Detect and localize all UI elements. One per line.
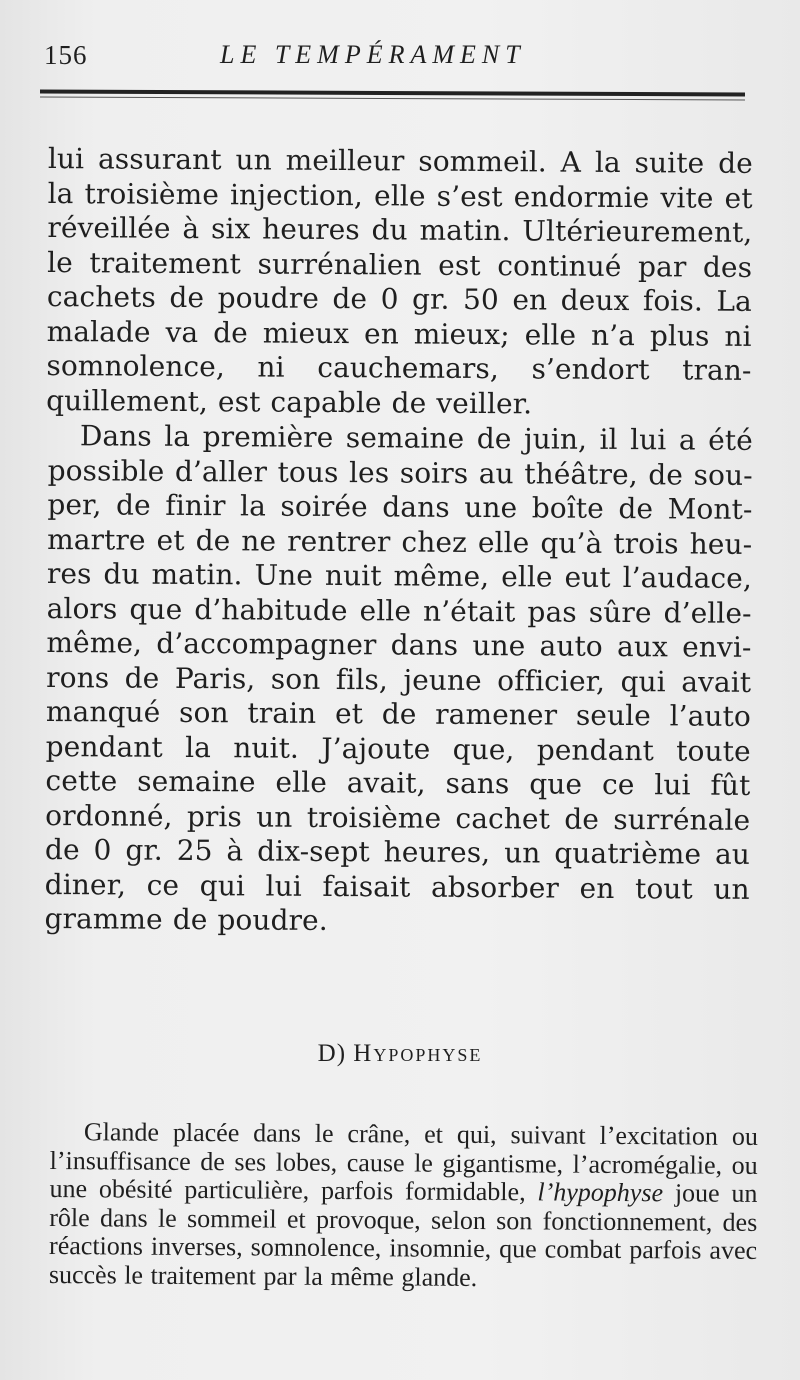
section-text-italic: l’hypophyse [537, 1177, 664, 1208]
section-paragraph [49, 1118, 758, 1294]
paragraph-continuation: lui assurant un meilleur sommeil. A la suite de la troisième injection, elle s’est endormie vite et réveillée à six heures du matin. Ultérieurement, le traitement surrénalien est continué par des cachets de poudre de 0 gr. 50 en deux fois. La malade va de mieux en mieux; elle n’a plus ni somnolence, ni cauchemars, s’endort tranquillement, est capable de veiller. [46, 142, 753, 420]
section-text-before: Glande placée dans le crâne, et qui, suivant l’excitation ou l’insuffisance de ses lobes, cause le gigantisme, l’acromégalie, ou une obésité particulière, parfois formidable, [49, 1117, 758, 1207]
section-heading [0, 1040, 800, 1068]
page-number: 156 [44, 40, 88, 70]
section-title: Hypophyse [353, 1040, 483, 1067]
section-label: D) [317, 1040, 347, 1067]
running-head [40, 36, 760, 76]
header-rule [40, 89, 745, 96]
paragraph-june: Dans la première semaine de juin, il lui a été possible d’aller tous les soirs au théâtre, de souper, de finir la soirée dans une boîte de Montmartre et de ne rentrer chez elle qu’à trois heures du matin. Une nuit même, elle eut l’audace, alors que d’habitude elle n’était pas sûre d’elle-même, d’accompagner dans une auto aux environs de Paris, son fils, jeune officier, qui avait manqué son train et de ramener seule l’auto pendant la nuit. J’ajoute que, pendant toute cette semaine elle avait, sans que ce lui fût ordonné, pris un troisième cachet de surrénale de 0 gr. 25 à dix-sept heures, un quatrième au diner, ce qui lui faisait absorber en tout un gramme de poudre. [44, 419, 753, 937]
running-title: LE TEMPÉRAMENT [220, 40, 526, 69]
section-text-after: joue un rôle dans le sommeil et provoque, selon son fonctionnement, des réactions inverses, somnolence, insomnie, que combat parfois avec succès le traitement par la même glande. [48, 1178, 758, 1292]
header-rule-thin [40, 96, 745, 100]
